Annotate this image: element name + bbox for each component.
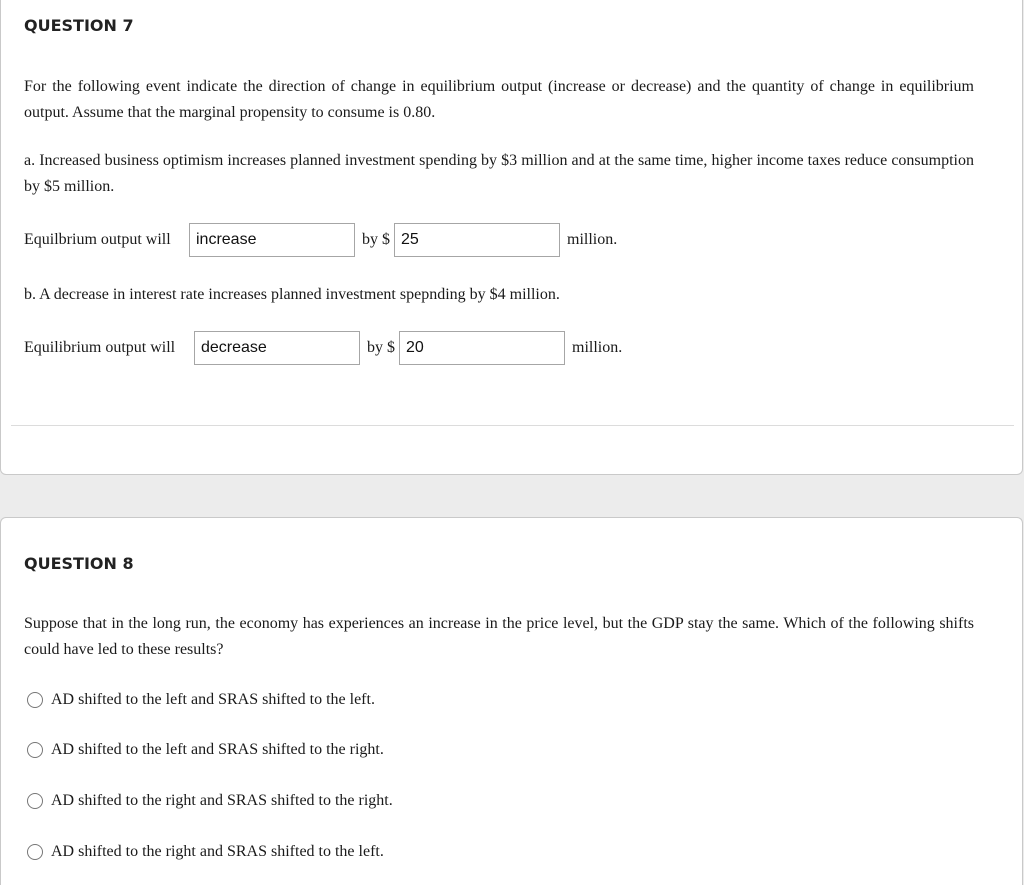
part-b-answer-row <box>24 331 644 365</box>
answer-option[interactable] <box>27 791 447 815</box>
question-7-intro: For the following event indicate the direction of change in equilibrium output (increase or decrease) and the quantity of change in equilibrium output. Assume that the marginal propensity to consume is 0.80. <box>24 78 974 121</box>
part-a-text: a. Increased business optimism increases planned investment spending by $3 million and at the same time, higher income taxes reduce consumption by $5 million. <box>24 152 974 195</box>
part-a-label: Equilbrium output will <box>24 231 171 248</box>
part-a-direction-input[interactable]: increase <box>189 223 355 257</box>
part-a-amount-input[interactable]: 25 <box>394 223 560 257</box>
answer-option-label: AD shifted to the right and SRAS shifted to the right. <box>51 792 393 809</box>
radio-button-icon[interactable] <box>27 742 43 758</box>
part-b-label: Equilibrium output will <box>24 339 176 356</box>
radio-button-icon[interactable] <box>27 844 43 860</box>
part-b-direction-input[interactable]: decrease <box>194 331 360 365</box>
part-b-by-label: by $ <box>367 339 395 356</box>
answer-option-label: AD shifted to the left and SRAS shifted to the right. <box>51 741 384 758</box>
answer-option[interactable] <box>27 842 447 866</box>
question-7-title: QUESTION 7 <box>24 16 134 35</box>
part-a-unit-label: million. <box>567 231 618 248</box>
part-a-answer-row <box>24 223 644 257</box>
radio-button-icon[interactable] <box>27 692 43 708</box>
answer-option-label: AD shifted to the left and SRAS shifted to the left. <box>51 691 375 708</box>
answer-option[interactable] <box>27 740 447 764</box>
part-b-unit-label: million. <box>572 339 623 356</box>
part-b-text: b. A decrease in interest rate increases planned investment spepnding by $4 million. <box>24 286 560 303</box>
question-8-title: QUESTION 8 <box>24 554 134 573</box>
section-divider <box>11 425 1014 426</box>
question-8-text: Suppose that in the long run, the economy has experiences an increase in the price level, but the GDP stay the same. Which of the following shifts could have led to these results? <box>24 615 974 658</box>
part-a-by-label: by $ <box>362 231 390 248</box>
radio-button-icon[interactable] <box>27 793 43 809</box>
part-b-amount-input[interactable]: 20 <box>399 331 565 365</box>
answer-option[interactable] <box>27 690 447 714</box>
question-8-card <box>0 517 1023 885</box>
answer-option-label: AD shifted to the right and SRAS shifted to the left. <box>51 843 384 860</box>
